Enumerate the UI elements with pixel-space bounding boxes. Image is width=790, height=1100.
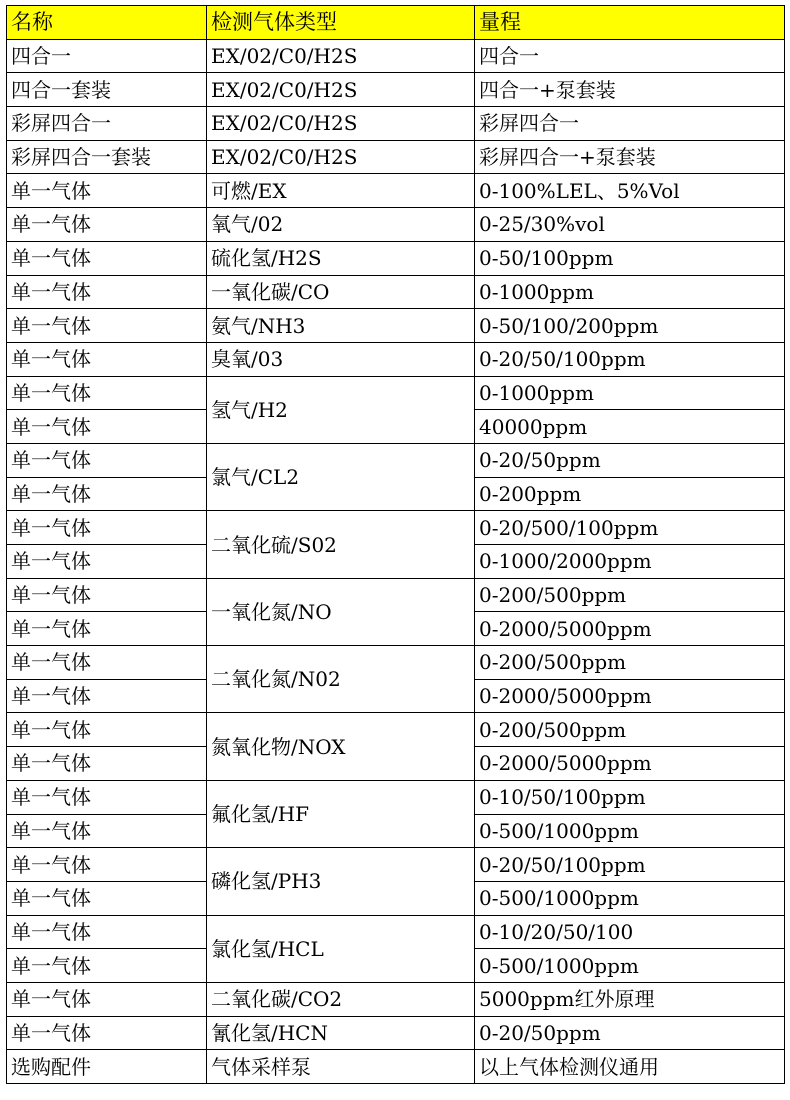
cell-gas-type: 一氧化碳/CO <box>207 275 475 309</box>
table-row <box>7 780 785 814</box>
cell-gas-type: 磷化氢/PH3 <box>207 848 475 915</box>
cell-name: 单一气体 <box>7 275 207 309</box>
table-row <box>7 174 785 208</box>
cell-range: 0-500/1000ppm <box>475 814 785 848</box>
cell-name: 彩屏四合一套装 <box>7 140 207 174</box>
header-range: 量程 <box>475 6 785 40</box>
table-row <box>7 140 785 174</box>
cell-name: 单一气体 <box>7 679 207 713</box>
cell-range: 0-1000/2000ppm <box>475 545 785 579</box>
cell-gas-type: 氨气/NH3 <box>207 309 475 343</box>
cell-range: 0-2000/5000ppm <box>475 747 785 781</box>
cell-gas-type: 臭氧/03 <box>207 342 475 376</box>
cell-gas-type: 硫化氢/H2S <box>207 241 475 275</box>
cell-range: 0-20/50/100ppm <box>475 342 785 376</box>
table-row <box>7 309 785 343</box>
table-row <box>7 39 785 73</box>
cell-gas-type: 氟化氢/HF <box>207 780 475 847</box>
cell-name: 单一气体 <box>7 511 207 545</box>
cell-gas-type: 可燃/EX <box>207 174 475 208</box>
cell-range: 0-500/1000ppm <box>475 881 785 915</box>
table-row <box>7 713 785 747</box>
table-row <box>7 915 785 949</box>
table-row <box>7 646 785 680</box>
table-row <box>7 1050 785 1084</box>
cell-name: 单一气体 <box>7 208 207 242</box>
cell-gas-type: EX/02/C0/H2S <box>207 107 475 141</box>
cell-range: 0-100%LEL、5%Vol <box>475 174 785 208</box>
cell-range: 以上气体检测仪通用 <box>475 1050 785 1084</box>
gas-detector-table <box>6 5 785 1084</box>
cell-name: 单一气体 <box>7 342 207 376</box>
cell-name: 单一气体 <box>7 376 207 410</box>
cell-range: 0-2000/5000ppm <box>475 679 785 713</box>
cell-gas-type: 氯化氢/HCL <box>207 915 475 982</box>
table-row <box>7 578 785 612</box>
table-row <box>7 848 785 882</box>
cell-name: 单一气体 <box>7 545 207 579</box>
table-row <box>7 208 785 242</box>
cell-name: 单一气体 <box>7 174 207 208</box>
cell-range: 0-200/500ppm <box>475 713 785 747</box>
cell-name: 单一气体 <box>7 848 207 882</box>
cell-name: 单一气体 <box>7 578 207 612</box>
cell-gas-type: 氯气/CL2 <box>207 443 475 510</box>
cell-name: 单一气体 <box>7 477 207 511</box>
cell-range: 0-500/1000ppm <box>475 949 785 983</box>
cell-range: 0-20/500/100ppm <box>475 511 785 545</box>
table-row <box>7 275 785 309</box>
cell-name: 单一气体 <box>7 814 207 848</box>
cell-range: 四合一+泵套装 <box>475 73 785 107</box>
cell-name: 单一气体 <box>7 309 207 343</box>
cell-name: 单一气体 <box>7 443 207 477</box>
cell-range: 彩屏四合一 <box>475 107 785 141</box>
cell-gas-type: 一氧化氮/NO <box>207 578 475 645</box>
cell-range: 0-200/500ppm <box>475 646 785 680</box>
cell-name: 单一气体 <box>7 410 207 444</box>
table-row <box>7 511 785 545</box>
cell-name: 单一气体 <box>7 982 207 1016</box>
cell-name: 选购配件 <box>7 1050 207 1084</box>
table-row <box>7 73 785 107</box>
header-name: 名称 <box>7 6 207 40</box>
cell-name: 四合一套装 <box>7 73 207 107</box>
cell-gas-type: EX/02/C0/H2S <box>207 140 475 174</box>
table-body <box>7 39 785 1083</box>
table-row <box>7 982 785 1016</box>
cell-name: 单一气体 <box>7 949 207 983</box>
cell-range: 0-2000/5000ppm <box>475 612 785 646</box>
table-row <box>7 107 785 141</box>
cell-range: 5000ppm红外原理 <box>475 982 785 1016</box>
cell-gas-type: EX/02/C0/H2S <box>207 73 475 107</box>
table-row <box>7 241 785 275</box>
table-row <box>7 342 785 376</box>
cell-name: 单一气体 <box>7 915 207 949</box>
cell-range: 四合一 <box>475 39 785 73</box>
table-row <box>7 1016 785 1050</box>
cell-gas-type: 氮氧化物/NOX <box>207 713 475 780</box>
header-row <box>7 6 785 40</box>
cell-range: 0-50/100/200ppm <box>475 309 785 343</box>
cell-name: 单一气体 <box>7 780 207 814</box>
cell-range: 0-20/50ppm <box>475 1016 785 1050</box>
cell-name: 单一气体 <box>7 612 207 646</box>
cell-range: 0-1000ppm <box>475 275 785 309</box>
cell-range: 0-20/50ppm <box>475 443 785 477</box>
cell-gas-type: EX/02/C0/H2S <box>207 39 475 73</box>
cell-name: 单一气体 <box>7 713 207 747</box>
cell-name: 单一气体 <box>7 747 207 781</box>
cell-range: 0-10/50/100ppm <box>475 780 785 814</box>
cell-gas-type: 二氧化氮/N02 <box>207 646 475 713</box>
cell-range: 0-200/500ppm <box>475 578 785 612</box>
cell-range: 彩屏四合一+泵套装 <box>475 140 785 174</box>
cell-name: 彩屏四合一 <box>7 107 207 141</box>
cell-name: 四合一 <box>7 39 207 73</box>
cell-range: 0-10/20/50/100 <box>475 915 785 949</box>
cell-name: 单一气体 <box>7 1016 207 1050</box>
table-row <box>7 443 785 477</box>
cell-gas-type: 氢气/H2 <box>207 376 475 443</box>
cell-gas-type: 二氧化碳/CO2 <box>207 982 475 1016</box>
cell-name: 单一气体 <box>7 646 207 680</box>
cell-gas-type: 气体采样泵 <box>207 1050 475 1084</box>
cell-range: 0-1000ppm <box>475 376 785 410</box>
table-row <box>7 376 785 410</box>
header-gas-type: 检测气体类型 <box>207 6 475 40</box>
cell-range: 0-200ppm <box>475 477 785 511</box>
cell-name: 单一气体 <box>7 241 207 275</box>
cell-gas-type: 二氧化硫/S02 <box>207 511 475 578</box>
cell-gas-type: 氰化氢/HCN <box>207 1016 475 1050</box>
cell-name: 单一气体 <box>7 881 207 915</box>
cell-range: 0-25/30%vol <box>475 208 785 242</box>
cell-gas-type: 氧气/02 <box>207 208 475 242</box>
cell-range: 0-50/100ppm <box>475 241 785 275</box>
cell-range: 40000ppm <box>475 410 785 444</box>
cell-range: 0-20/50/100ppm <box>475 848 785 882</box>
